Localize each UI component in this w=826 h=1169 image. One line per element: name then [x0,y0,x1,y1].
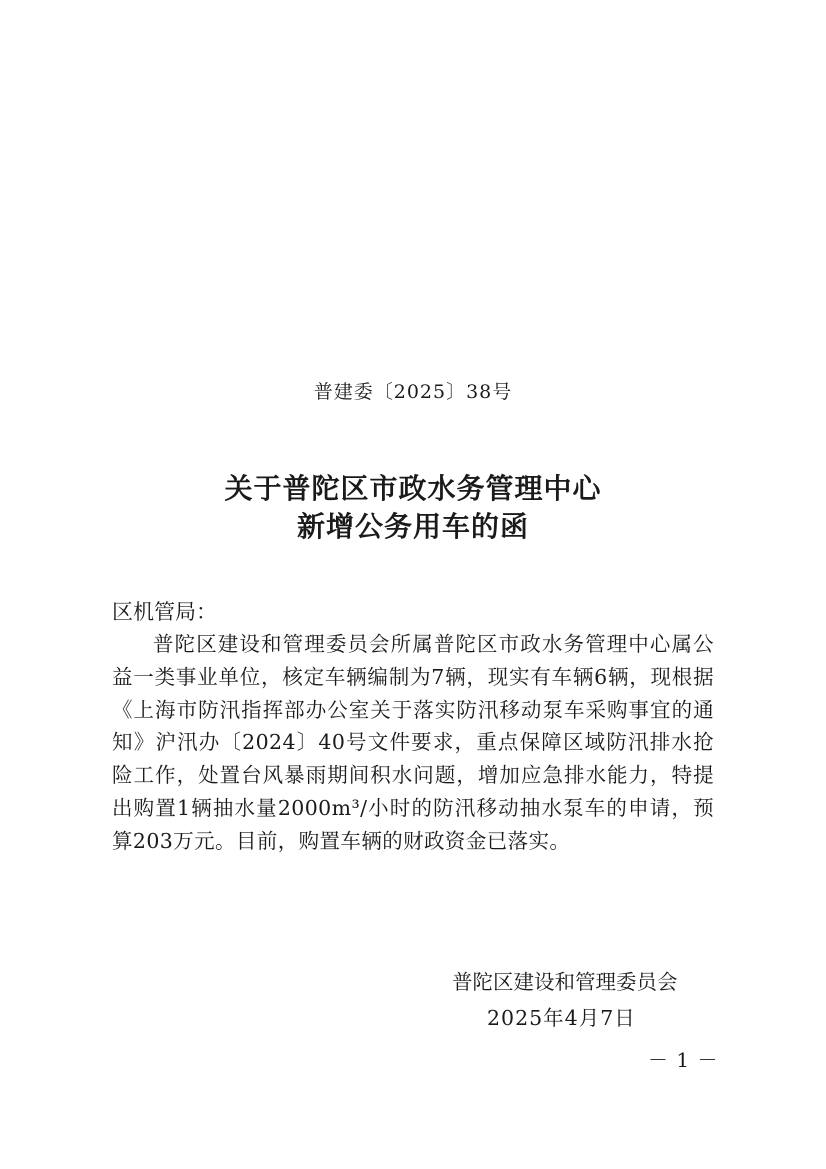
title-line-2: 新增公务用车的函 [296,510,529,543]
document-date: 2025年4月7日 [487,1006,636,1030]
addressee: 区机管局： [112,600,217,624]
title-line-1: 关于普陀区市政水务管理中心 [224,472,602,505]
page-number: － 1 － [648,1048,719,1072]
body-paragraph: 普陀区建设和管理委员会所属普陀区市政水务管理中心属公益一类事业单位，核定车辆编制为7辆，现实有车辆6辆，现根据《上海市防汛指挥部办公室关于落实防汛移动泵车采购事宜的通知》沪汛办〔2024〕40号文件要求，重点保障区域防汛排水抢险工作，处置台风暴雨期间积水问题，增加应急排水能力，特提出购置1辆抽水量2000m³/小时的防汛移动抽水泵车的申请，预算203万元。目前，购置车辆的财政资金已落实。 [112,632,714,853]
document-title [0,470,826,546]
signature-organization: 普陀区建设和管理委员会 [452,970,678,994]
document-number: 普建委〔2025〕38号 [313,381,513,403]
